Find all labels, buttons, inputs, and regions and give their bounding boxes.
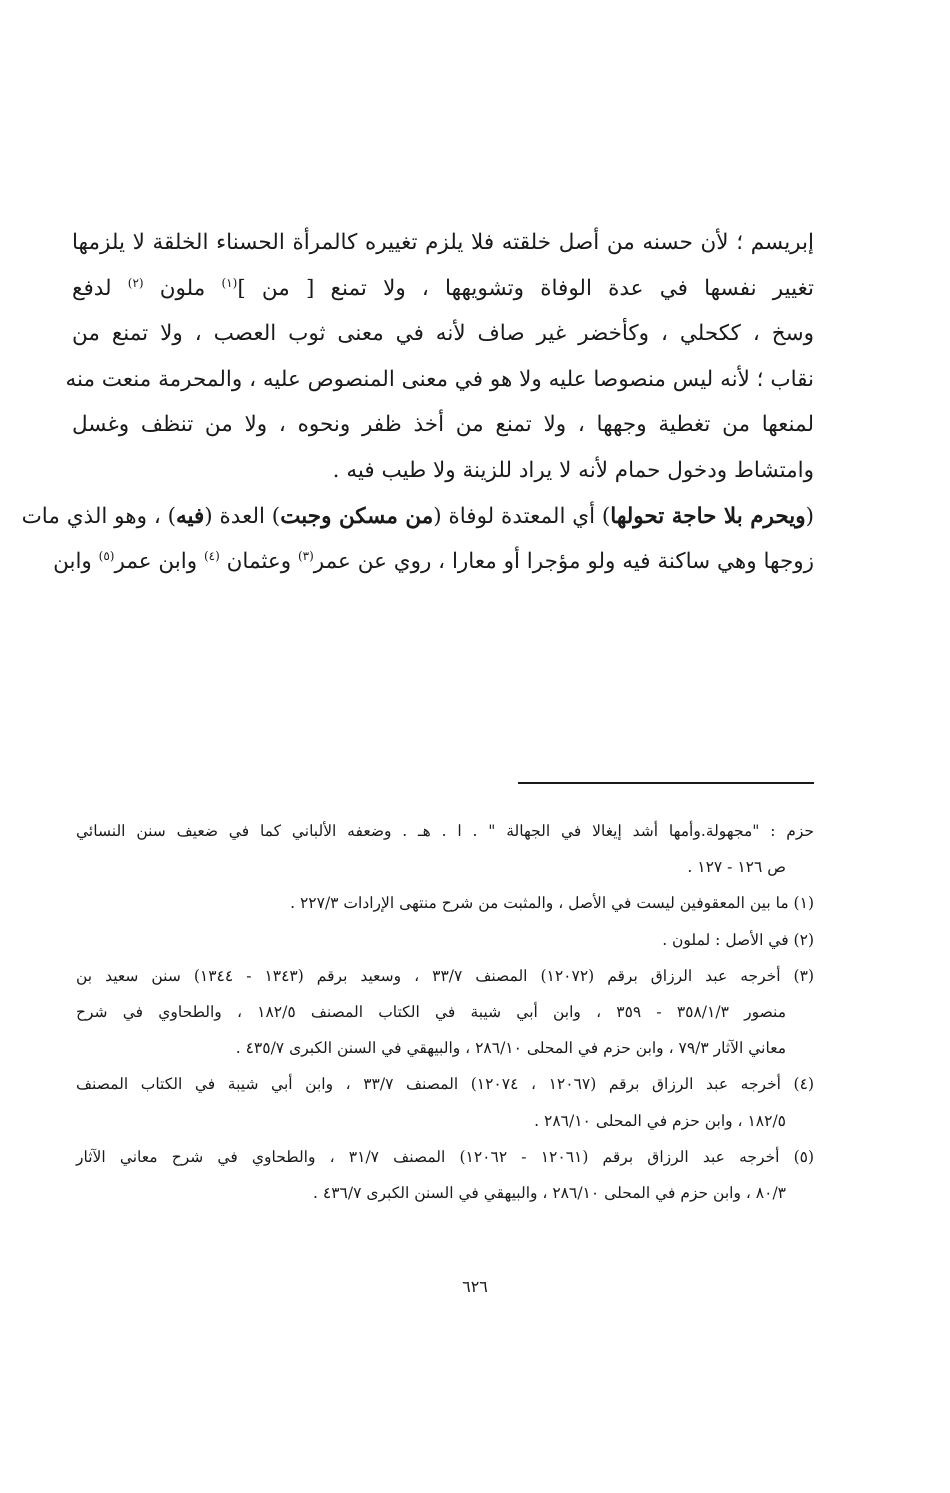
- main-line-8: زوجها وهي ساكنة فيه ولو مؤجرا أو معارا ، روي عن عمر$^{(٣)}$ وعثمان $^{(٤)}$ وابن عمر$^{(٥)}$ وابن: [53, 549, 814, 575]
- matn-phrase-2: من مسكن وجبت: [280, 503, 434, 529]
- footnote-line: حزم : "مجهولة.وأمها أشد إيغالا في الجهالة " . ا . هـ . وضعفه الألباني كما في ضعيف سنن النسائي: [76, 822, 814, 840]
- footnote-line: (٤) أخرجه عبد الرزاق برقم (١٢٠٦٧ ، ١٢٠٧٤) المصنف ٣٣/٧ ، وابن أبي شيبة في الكتاب المصنف: [76, 1075, 814, 1094]
- main-line-6: وامتشاط ودخول حمام لأنه لا يراد للزينة ولا طيب فيه .: [332, 457, 814, 483]
- page-number: ٦٢٦: [462, 1277, 488, 1296]
- main-line-7: (ويحرم بلا حاجة تحولها) أي المعتدة لوفاة (من مسكن وجبت) العدة (فيه) ، وهو الذي مات: [21, 503, 814, 529]
- footnote-line: ١٨٢/٥ ، وابن حزم في المحلى ٢٨٦/١٠ .: [534, 1111, 786, 1130]
- footnote-ref-2: (٢): [127, 275, 144, 290]
- footnote-line: معاني الآثار ٧٩/٣ ، وابن حزم في المحلى ٢٨٦/١٠ ، والبيهقي في السنن الكبرى ٤٣٥/٧ .: [235, 1039, 786, 1058]
- footnote-ref-1: (١): [221, 275, 238, 290]
- footnote-ref-4: (٤): [203, 549, 220, 563]
- footnote-separator: [518, 782, 814, 784]
- main-line-4: نقاب ؛ لأنه ليس منصوصا عليه ولا هو في معنى المنصوص عليه ، والمحرمة منعت منه: [65, 366, 814, 392]
- footnotes: [76, 813, 814, 1211]
- matn-phrase-1: ويحرم بلا حاجة تحولها: [610, 503, 806, 529]
- matn-phrase-3: فيه: [176, 503, 205, 529]
- main-line-5: لمنعها من تغطية وجهها ، ولا تمنع من أخذ ظفر ونحوه ، ولا من تنظف وغسل: [72, 412, 814, 438]
- footnote-ref-3: (٣): [297, 549, 314, 563]
- main-line-3: وسخ ، ككحلي ، وكأخضر غير صاف لأنه في معنى ثوب العصب ، ولا تمنع من: [72, 321, 814, 347]
- footnote-line: (٣) أخرجه عبد الرزاق برقم (١٢٠٧٢) المصنف ٣٣/٧ ، وسعيد برقم (١٣٤٣ - ١٣٤٤) سنن سعيد بن: [76, 966, 814, 985]
- footnote-line: ص ١٢٦ - ١٢٧ .: [687, 858, 786, 877]
- main-line-2: تغيير نفسها في عدة الوفاة وتشويهها ، ولا تمنع [ من ]$^{(١)}$ ملون $^{(٢)}$ لدفع: [72, 275, 814, 301]
- footnote-line: منصور ٣٥٨/١/٣ - ٣٥٩ ، وابن أبي شيبة في الكتاب المصنف ١٨٢/٥ ، والطحاوي في شرح: [76, 1003, 786, 1022]
- main-text: [21, 220, 814, 585]
- footnote-line: (٢) في الأصل : لملون .: [662, 930, 814, 949]
- main-line-1: إبريسم ؛ لأن حسنه من أصل خلقته فلا يلزم تغييره كالمرأة الحسناء الخلقة لا يلزمها: [72, 230, 814, 255]
- footnote-ref-5: (٥): [98, 549, 115, 563]
- footnote-line: (١) ما بين المعقوفين ليست في الأصل ، والمثبت من شرح منتهى الإرادات ٢٢٧/٣ .: [290, 894, 814, 913]
- footnote-line: ٨٠/٣ ، وابن حزم في المحلى ٢٨٦/١٠ ، والبيهقي في السنن الكبرى ٤٣٦/٧ .: [313, 1184, 786, 1203]
- footnote-line: (٥) أخرجه عبد الرزاق برقم (١٢٠٦١ - ١٢٠٦٢) المصنف ٣١/٧ ، والطحاوي في شرح معاني الآثار: [76, 1147, 815, 1166]
